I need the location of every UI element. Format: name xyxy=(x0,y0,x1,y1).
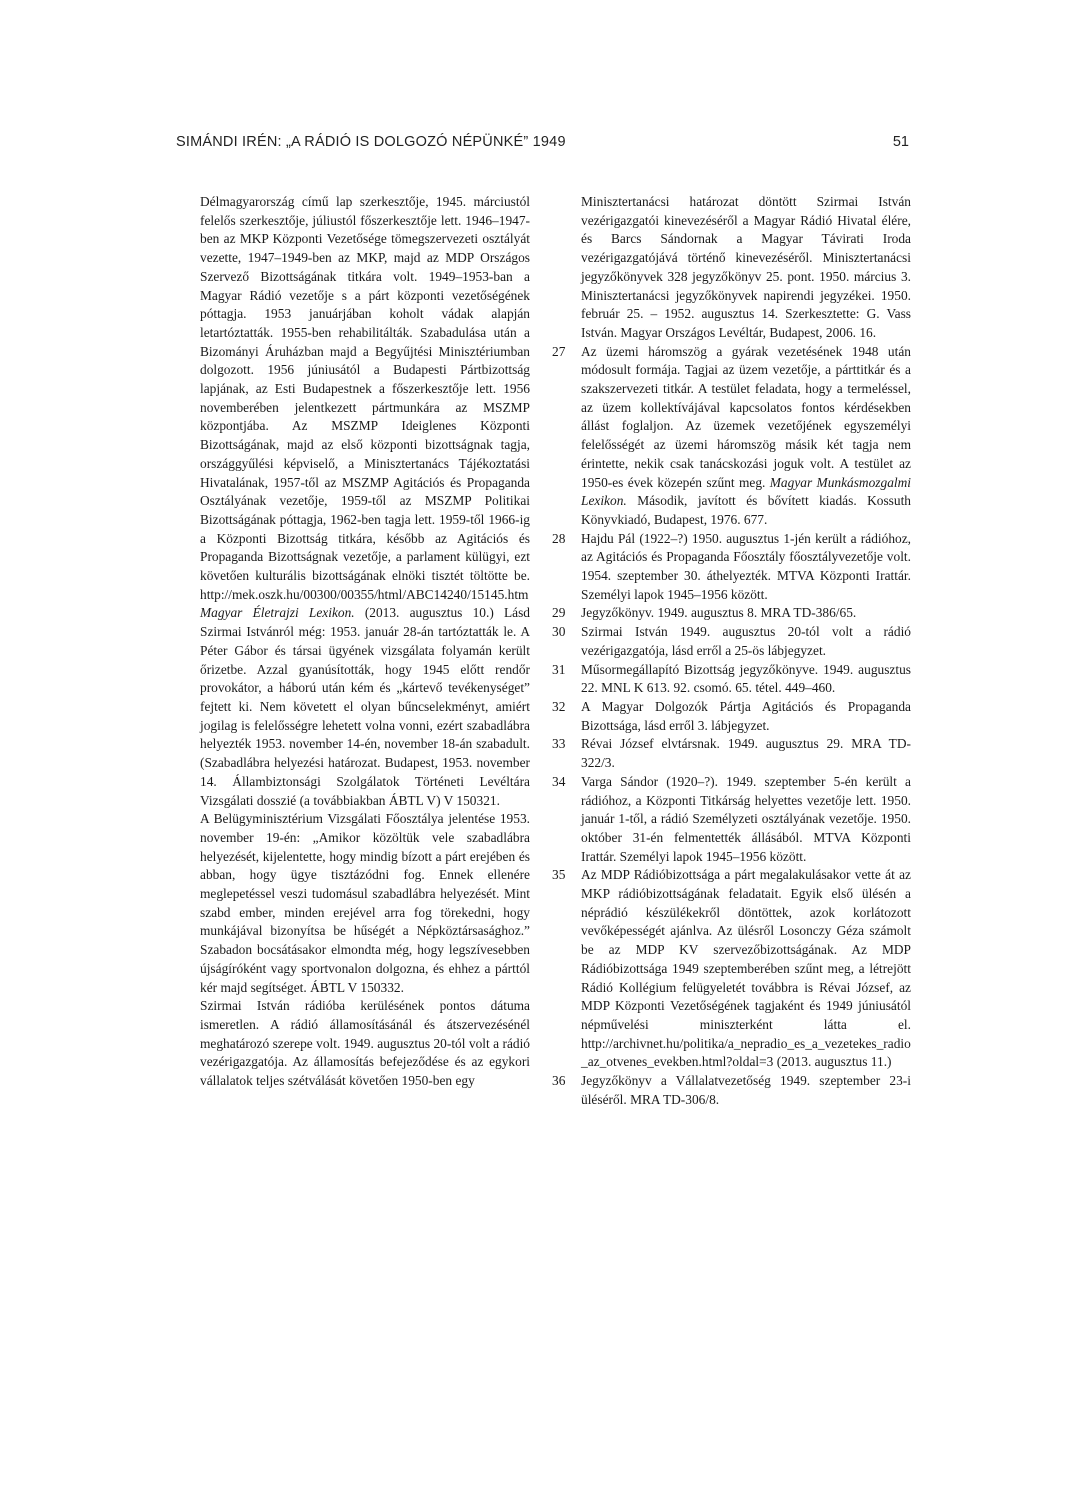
footnote-26-italic-source: Magyar Életrajzi Lexikon. xyxy=(200,605,355,621)
footnote-number: 32 xyxy=(552,698,566,714)
footnote-26-tail: (2013. augusztus 10.) Lásd Szirmai Istvánról még: 1953. január 28-án tartóztatták le. A Péter Gábor és társai ügyének vizsgálata folyamán került őrizetbe. Azzal gyanúsították, hogy 1945 előtt rendőr provokátor, a háború után kém és „kártevő tevékenységet” fejtett ki. Nem követett el olyan bűncselekményt, amiért jogilag is felelősségre lehetett volna vonni, ezért szabadlábra helyezték 1953. november 14-én, november 18-án szabadult. (Szabadlábra helyezési határozat. Budapest, 1953. november 14. Állambiztonsági Szolgálatok Történeti Levéltára Vizsgálati dosszié (a továbbiakban ÁBTL V) V 150321. xyxy=(200,605,530,808)
footnote-text: Műsormegállapító Bizottság jegyzőkönyve. 1949. augusztus 22. MNL K 613. 92. csomó. 65. tétel. 449–460. xyxy=(581,661,911,696)
footnote-34 xyxy=(552,773,911,867)
page-number: 51 xyxy=(892,134,909,150)
footnote-tail: Második, javított és bővített kiadás. Kossuth Könyvkiadó, Budapest, 1976. 677. xyxy=(581,493,911,527)
footnote-text: Révai József elvtársnak. 1949. augusztus 29. MRA TD-322/3. xyxy=(581,736,911,771)
footnote-33 xyxy=(552,735,911,772)
footnote-30 xyxy=(552,623,911,660)
footnote-text: Az üzemi háromszög a gyárak vezetésének 1948 után módosult formája. Tagjai az üzem vezetője, a párttitkár és a szakszervezeti titkár. A testület feladata, hogy a termeléssel, az üzem kollektívájával kapcsolatos fontos kérdésekben állást foglaljon. Az üzemek vezetőjének egyszemélyi felelősségét az üzemi háromszög másik két tagja nem érintette, nekik csak tanácskozási joguk volt. A testület az 1950-es évek közepén szűnt meg. xyxy=(581,343,911,490)
footnote-number: 30 xyxy=(552,624,566,640)
footnote-number: 34 xyxy=(552,773,566,789)
left-column xyxy=(200,193,530,1091)
footnote-text: Az MDP Rádióbizottsága a párt megalakulásakor vette át az MKP rádióbizottságának feladatait. Egyik első ülésén a néprádió készülékekről döntöttek, azok korlátozott vevőképességét ajánlva. Az ülésről Losonczy Géza számolt be az MDP KV szervezőbizottságának. Az MDP Rádióbizottsága 1949 szeptemberében szűnt meg, a létrejött Rádió Kollégium felügyeletét továbbra is Révai József, az MDP Központi Vezetőségének tagjaként és 1949 júniusától népművelési miniszterként látta el. http://archivnet.hu/politika/a_nepradio_es_a_vezetekes_radio_az_otvenes_evekben.html?oldal=3 (2013. augusztus 11.) xyxy=(581,867,911,1070)
footnote-number: 35 xyxy=(552,867,566,883)
footnote-27 xyxy=(552,343,911,530)
header-title: SIMÁNDI IRÉN: „A RÁDIÓ IS DOLGOZÓ NÉPÜNKÉ” 1949 xyxy=(176,134,566,150)
footnote-36 xyxy=(552,1072,911,1109)
footnote-text: Hajdu Pál (1922–?) 1950. augusztus 1-jén került a rádióhoz, az Agitációs és Propaganda Főosztály főosztályvezetője volt. 1954. szeptember 30. áthelyezték. MTVA Központi Irattár. Személyi lapok 1945–1956 között. xyxy=(581,530,911,602)
footnote-26-body: Délmagyarország című lap szerkesztője, 1945. márciustól felelős szerkesztője, júliustól főszerkesztője lett. 1946–1947-ben az MKP Központi Vezetősége tömegszervezeti osztályát vezette, 1947–1949-ben az MKP, majd az MDP Országos Szervező Bizottságának titkára volt. 1949–1953-ban a Magyar Rádió vezetője s a párt központi vezetőségének póttagja. 1953 januárjában koholt vádak alapján letartóztatták. 1955-ben rehabilitálták. Szabadulása után a Bizományi Áruházban majd a Begyűjtési Minisztériumban dolgozott. 1956 júniusától a Budapesti Pártbizottság lapjának, az Esti Budapestnek a főszerkesztője lett. 1956 novemberében jelentkezett pártmunkára az MSZMP központjába. Az MSZMP Ideiglenes Központi Bizottságának, majd az első központi bizottságnak tagja, országgyűlési képviselő, a Minisztertanács Tájékoztatási Hivatalának, 1957-től az MSZMP Agitációs és Propaganda Osztályának vezetője, 1959-től az MSZMP Politikai Bizottságának póttagja, 1962-ben tagja lett. 1959-től 1966-ig a Központi Bizottság titkára, később az Agitációs és Propaganda Bizottságnak vezetője, a parlament külügyi, ezt követően kulturális bizottságának elnöki tisztét töltötte be. http://mek.oszk.hu/00300/00355/html/ABC14240/15145.htm xyxy=(200,194,530,602)
footnote-31 xyxy=(552,661,911,698)
footnote-continuation: Minisztertanácsi határozat döntött Szirmai István vezérigazgatói kinevezéséről a Magyar Rádió Hivatal élére, és Barcs Sándornak a Magyar Távirati Iroda vezérigazgatójává történő kinevezéséről. Minisztertanácsi jegyzőkönyvek 328 jegyzőkönyv 25. pont. 1950. március 3. Minisztertanácsi jegyzőkönyvek napirendi jegyzékei. 1950. február 25. – 1952. augusztus 14. Szerkesztette: G. Vass István. Magyar Országos Levéltár, Budapest, 2006. 16. xyxy=(581,194,911,340)
footnote-number: 36 xyxy=(552,1073,566,1089)
footnote-32 xyxy=(552,698,911,735)
footnote-continuation-text xyxy=(200,193,530,810)
footnote-paragraph: Szirmai István rádióba kerülésének pontos dátuma ismeretlen. A rádió államosításánál és átszervezésénél meghatározó szerepe volt. 1949. augusztus 20-tól volt a rádió vezérigazgatója. Az államosítás befejeződése és az egykori vállalatok teljes szétválását követően 1950-ben egy xyxy=(200,998,530,1089)
footnote-text: Jegyzőkönyv a Vállalatvezetőség 1949. szeptember 23-i üléséről. MRA TD-306/8. xyxy=(581,1073,911,1107)
footnote-italic-source: Magyar Munkásmozgalmi Lexikon. xyxy=(581,474,912,509)
footnote-29 xyxy=(552,604,911,623)
footnote-text: Szirmai István 1949. augusztus 20-tól volt a rádió vezérigazgatója, lásd erről a 25-ös lábjegyzet. xyxy=(581,624,911,658)
footnote-text: A Magyar Dolgozók Pártja Agitációs és Propaganda Bizottsága, lásd erről 3. lábjegyzet. xyxy=(581,698,911,733)
right-column xyxy=(552,193,911,1109)
footnote-number: 33 xyxy=(552,736,566,752)
footnote-number: 29 xyxy=(552,605,566,621)
footnote-35 xyxy=(552,866,911,1072)
footnote-paragraph: A Belügyminisztérium Vizsgálati Főosztálya jelentése 1953. november 19-én: „Amikor közöltük vele szabadlábra helyezését, kijelentette, hogy mindig bízott a párt erejében és abban, hogy ügye tisztázódni fog. Ennek ellenére meglepetéssel veszi tudomásul szabadlábra helyezését. Mint szabd ember, minden erejével arra fog törekedni, hogy munkájával bizonyítsa be hűségét a Népköztársasághoz.” Szabadon bocsátásakor elmondta még, hogy legszívesebben újságíróként vagy sportvonalon dolgozna, és ehhez a párttól kér majd segítséget. ÁBTL V 150332. xyxy=(200,811,530,995)
footnote-text: Varga Sándor (1920–?). 1949. szeptember 5-én került a rádióhoz, a Központi Titkárság helyettes vezetője lett. 1950. január 1-től, a rádió Személyzeti osztályának vezetője. 1950. október 31-én felmentették állásából. MTVA Központi Irattár. Személyi lapok 1945–1956 között. xyxy=(581,773,911,864)
footnote-28 xyxy=(552,530,911,605)
footnote-text: Jegyzőkönyv. 1949. augusztus 8. MRA TD-386/65. xyxy=(581,605,857,621)
footnote-number: 31 xyxy=(552,661,566,677)
footnote-number: 27 xyxy=(552,343,566,359)
footnote-number: 28 xyxy=(552,530,566,546)
running-header xyxy=(176,134,909,158)
